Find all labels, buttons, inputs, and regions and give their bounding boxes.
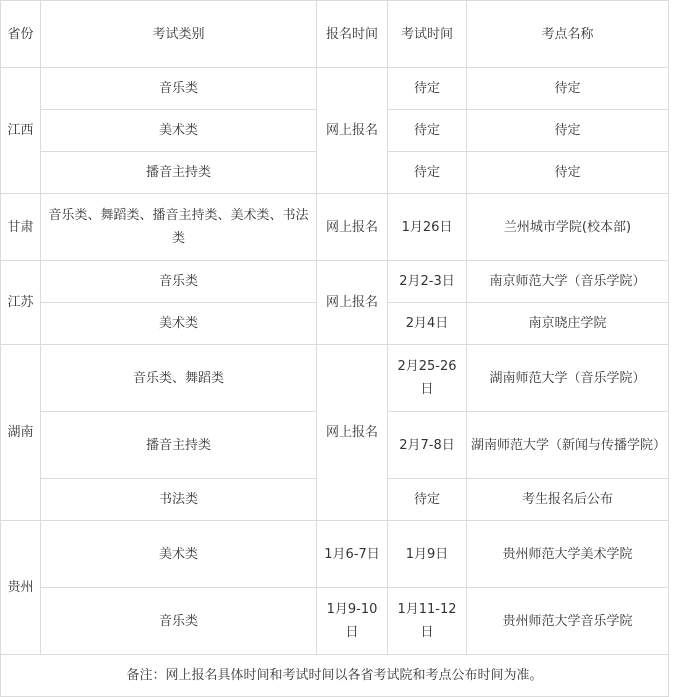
exam-time-cell: 1月26日 (388, 194, 467, 261)
registration-cell: 1月6-7日 (317, 521, 388, 588)
category-cell: 音乐类、舞蹈类 (41, 345, 317, 412)
exam-time-cell: 2月25-26日 (388, 345, 467, 412)
exam-time-cell: 待定 (388, 110, 467, 152)
venue-cell: 南京晓庄学院 (467, 303, 669, 345)
venue-cell: 湖南师范大学（新闻与传播学院） (467, 412, 669, 479)
table-row (1, 521, 669, 588)
registration-cell: 网上报名 (317, 194, 388, 261)
header-registration-time: 报名时间 (317, 1, 388, 68)
header-exam-time: 考试时间 (388, 1, 467, 68)
province-cell-gansu: 甘肃 (1, 194, 41, 261)
exam-time-cell: 2月4日 (388, 303, 467, 345)
registration-cell: 1月9-10日 (317, 588, 388, 655)
note-row (1, 655, 669, 697)
category-cell: 音乐类、舞蹈类、播音主持类、美术类、书法类 (41, 194, 317, 261)
category-cell: 音乐类 (41, 261, 317, 303)
venue-cell: 兰州城市学院(校本部) (467, 194, 669, 261)
venue-cell: 待定 (467, 110, 669, 152)
exam-time-cell: 1月11-12日 (388, 588, 467, 655)
registration-cell: 网上报名 (317, 261, 388, 345)
exam-time-cell: 待定 (388, 68, 467, 110)
header-province: 省份 (1, 1, 41, 68)
table-row (1, 68, 669, 110)
table-row (1, 588, 669, 655)
exam-time-cell: 待定 (388, 152, 467, 194)
category-cell: 播音主持类 (41, 412, 317, 479)
province-cell-jiangsu: 江苏 (1, 261, 41, 345)
category-cell: 美术类 (41, 110, 317, 152)
header-category: 考试类别 (41, 1, 317, 68)
venue-cell: 湖南师范大学（音乐学院） (467, 345, 669, 412)
province-cell-jiangxi: 江西 (1, 68, 41, 194)
header-row (1, 1, 669, 68)
category-cell: 播音主持类 (41, 152, 317, 194)
venue-cell: 南京师范大学（音乐学院） (467, 261, 669, 303)
venue-cell: 贵州师范大学音乐学院 (467, 588, 669, 655)
registration-cell: 网上报名 (317, 68, 388, 194)
category-cell: 美术类 (41, 303, 317, 345)
venue-cell: 贵州师范大学美术学院 (467, 521, 669, 588)
venue-cell: 待定 (467, 68, 669, 110)
province-cell-guizhou: 贵州 (1, 521, 41, 655)
category-cell: 音乐类 (41, 68, 317, 110)
exam-time-cell: 待定 (388, 479, 467, 521)
note-text: 备注：网上报名具体时间和考试时间以各省考试院和考点公布时间为准。 (1, 655, 669, 697)
province-cell-hunan: 湖南 (1, 345, 41, 521)
header-venue: 考点名称 (467, 1, 669, 68)
registration-cell: 网上报名 (317, 345, 388, 521)
exam-time-cell: 1月9日 (388, 521, 467, 588)
table-row (1, 194, 669, 261)
exam-time-cell: 2月2-3日 (388, 261, 467, 303)
category-cell: 美术类 (41, 521, 317, 588)
category-cell: 书法类 (41, 479, 317, 521)
venue-cell: 待定 (467, 152, 669, 194)
table-row (1, 345, 669, 412)
exam-time-cell: 2月7-8日 (388, 412, 467, 479)
table-row (1, 261, 669, 303)
venue-cell: 考生报名后公布 (467, 479, 669, 521)
category-cell: 音乐类 (41, 588, 317, 655)
